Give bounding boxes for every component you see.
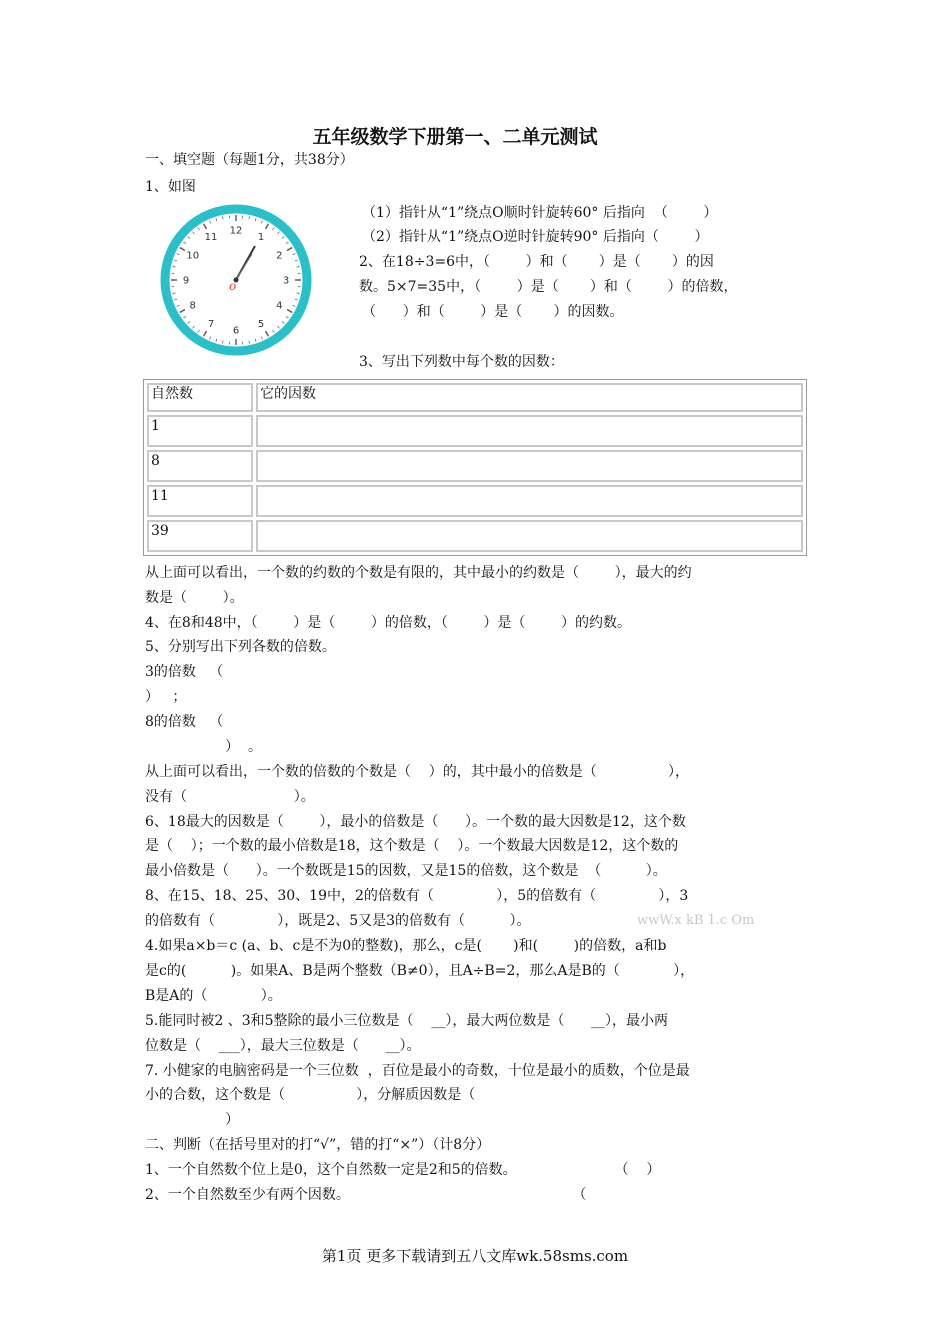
judge-item-1: 1、一个自然数个位上是0，这个自然数一定是2和5的倍数。 （ ）: [145, 1162, 661, 1178]
text-line: 从上面可以看出，一个数的倍数的个数是（ ）的，其中最小的倍数是（ ），: [145, 764, 690, 780]
page-footer: 第1页 更多下载请到五八文库wk.58sms.com: [321, 1247, 629, 1265]
text-line: 5.能同时被2 、3和5整除的最小三位数是（ __），最大两位数是（ __），最小两: [145, 1013, 669, 1029]
text-line: 是c的( )。如果A、B是两个整数（B≠0），且A÷B=2，那么A是B的（ ），: [145, 963, 695, 979]
table-row: [147, 520, 803, 552]
table-cell-number: 8: [147, 450, 253, 482]
text-line: 数是（ ）。: [145, 590, 244, 606]
table-cell-answer[interactable]: [256, 520, 803, 552]
section-heading-judge: 二、判断（在括号里对的打“√”，错的打“×”）（计8分）: [145, 1137, 491, 1153]
table-cell-number: 11: [147, 485, 253, 517]
text-line: 从上面可以看出，一个数的约数的个数是有限的，其中最小的约数是（ ），最大的约: [145, 565, 692, 581]
clock-number: 2: [276, 250, 283, 262]
factors-table: [143, 379, 807, 556]
text-line: ） 。: [145, 739, 263, 755]
clock-figure: [156, 196, 316, 362]
text-line: ）: [145, 1112, 240, 1128]
question-2-line-2: 数。5×7=35中，（ ）是（ ）和（ ）的倍数，: [359, 279, 738, 295]
question-1-label: 1、如图: [145, 179, 196, 195]
clock-number: 12: [229, 225, 243, 237]
table-header-cell: 自然数: [147, 383, 253, 412]
text-line: 6、18最大的因数是（ ），最小的倍数是（ ）。一个数的最大因数是12，这个数: [145, 814, 686, 830]
text-line: 没有（ ）。: [145, 789, 315, 805]
table-row: [147, 485, 803, 517]
table-cell-answer[interactable]: [256, 415, 803, 447]
section-heading-fill-blank: 一、填空题（每题1分，共38分）: [145, 152, 354, 168]
question-3-prompt: 3、写出下列数中每个数的因数：: [359, 354, 564, 370]
text-line: 小的合数，这个数是（ ），分解质因数是（: [145, 1087, 476, 1103]
clock-number: 6: [232, 325, 240, 337]
clock-number: 7: [207, 318, 215, 330]
text-line: ） ；: [145, 689, 187, 705]
judge-item-2: 2、一个自然数至少有两个因数。 （: [145, 1187, 587, 1203]
clock-number: 9: [182, 275, 190, 287]
clock-number: 10: [186, 250, 200, 262]
text-line: 位数是（ ___），最大三位数是（ __）。: [145, 1038, 421, 1054]
text-line: 7. 小健家的电脑密码是一个三位数 ，百位是最小的奇数，十位是最小的质数，个位是最: [145, 1063, 690, 1079]
clock-number: 1: [257, 232, 265, 244]
clock-number: 4: [276, 300, 283, 312]
text-line: 最小倍数是（ ）。一个数既是15的因数，又是15的倍数，这个数是 （ ）。: [145, 863, 667, 879]
text-line: 5、分别写出下列各数的倍数。: [145, 639, 336, 655]
text-line: 4.如果a×b＝c (a、b、c是不为0的整数)，那么，c是( )和( )的倍数，a和b: [145, 938, 667, 954]
clock-number: 11: [204, 232, 218, 244]
text-line: 8的倍数 （: [145, 714, 224, 730]
clock-number: 8: [189, 300, 196, 312]
table-cell-answer[interactable]: [256, 450, 803, 482]
clock-number: 5: [257, 318, 265, 330]
text-line: 3的倍数 （: [145, 664, 224, 680]
watermark: wwW.x kB 1.c Om: [637, 913, 755, 928]
question-2-line-1: 2、在18÷3=6中，（ ）和（ ）是（ ）的因: [359, 254, 714, 270]
text-line: 8、在15、18、25、30、19中，2的倍数有（ ），5的倍数有（ ），3: [145, 888, 689, 904]
clock-center-label: o: [229, 279, 237, 293]
page-title: 五年级数学下册第一、二单元测试: [312, 126, 598, 148]
table-cell-number: 39: [147, 520, 253, 552]
table-header-cell: 它的因数: [256, 383, 803, 412]
text-line: 4、在8和48中，（ ）是（ ）的倍数，（ ）是（ ）的约数。: [145, 615, 632, 631]
question-1-part-2: （2）指针从“1”绕点O逆时针旋转90° 后指向（ ）: [362, 229, 709, 245]
text-line: 是（ ）；一个数的最小倍数是18，这个数是（ ）。一个数最大因数是12，这个数的: [145, 838, 679, 854]
text-line: 的倍数有（ ），既是2、5又是3的倍数有（ ）。: [145, 913, 531, 929]
table-header-row: [147, 383, 803, 412]
table-cell-number: 1: [147, 415, 253, 447]
table-row: [147, 415, 803, 447]
question-2-line-3: （ ）和（ ）是（ ）的因数。: [362, 304, 624, 320]
table-cell-answer[interactable]: [256, 485, 803, 517]
text-line: B是A的（ ）。: [145, 988, 282, 1004]
question-1-part-1: （1）指针从“1”绕点O顺时针旋转60° 后指向 （ ）: [362, 205, 718, 221]
clock-number: 3: [282, 275, 290, 287]
table-row: [147, 450, 803, 482]
